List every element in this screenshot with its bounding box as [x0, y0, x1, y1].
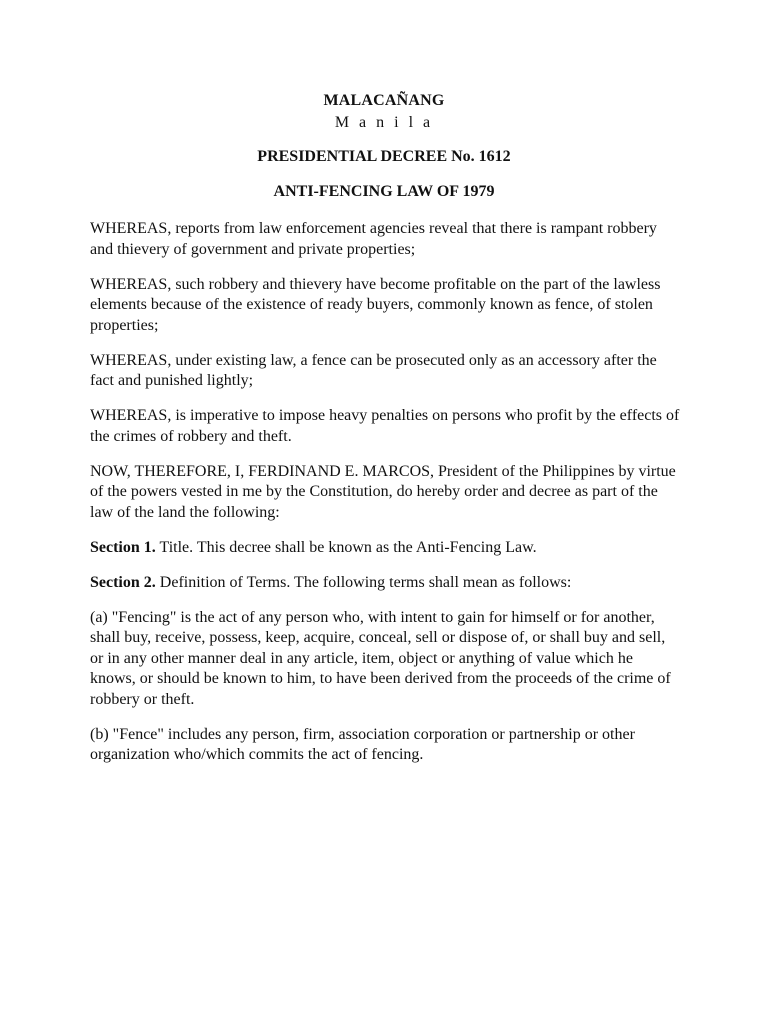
law-title-heading: ANTI-FENCING LAW OF 1979 [273, 183, 495, 200]
whereas-paragraph-3: WHEREAS, under existing law, a fence can be prosecuted only as an accessory after the fact and punished lightly; [90, 351, 657, 389]
definition-item-a: (a) "Fencing" is the act of any person who, with intent to gain for himself or for another, shall buy, receive, possess, keep, acquire, conceal, sell or dispose of, or shall buy and sell, or in any other manner deal in any article, item, object or anything of value which he knows, or should be known to him, to have been derived from the proceeds of the crime of robbery or theft. [90, 608, 671, 708]
section-2-text: Definition of Terms. The following terms shall mean as follows: [155, 573, 572, 591]
section-1-label: Section 1. [90, 538, 156, 556]
office-heading: MALACAÑANG [323, 92, 445, 109]
section-1-paragraph [90, 538, 682, 559]
whereas-paragraph-1: WHEREAS, reports from law enforcement agencies reveal that there is rampant robbery and thievery of government and private properties; [90, 220, 657, 258]
decree-number-heading: PRESIDENTIAL DECREE No. 1612 [257, 148, 511, 165]
definition-item-b: (b) "Fence" includes any person, firm, association corporation or partnership or other organization who/which commits the act of fencing. [90, 725, 635, 763]
section-2-label: Section 2. [90, 573, 156, 591]
now-therefore-paragraph: NOW, THEREFORE, I, FERDINAND E. MARCOS, President of the Philippines by virtue of the powers vested in me by the Constitution, do hereby order and decree as part of the law of the land the following: [90, 462, 676, 521]
decree-body [90, 219, 682, 780]
section-2-paragraph [90, 573, 682, 594]
city-subheading: M a n i l a [334, 114, 434, 131]
whereas-paragraph-2: WHEREAS, such robbery and thievery have become profitable on the part of the lawless elements because of the existence of ready buyers, commonly known as fence, of stolen properties; [90, 275, 661, 334]
whereas-paragraph-4: WHEREAS, is imperative to impose heavy penalties on persons who profit by the effects of the crimes of robbery and theft. [90, 407, 680, 445]
section-1-text: Title. This decree shall be known as the Anti-Fencing Law. [155, 538, 537, 556]
